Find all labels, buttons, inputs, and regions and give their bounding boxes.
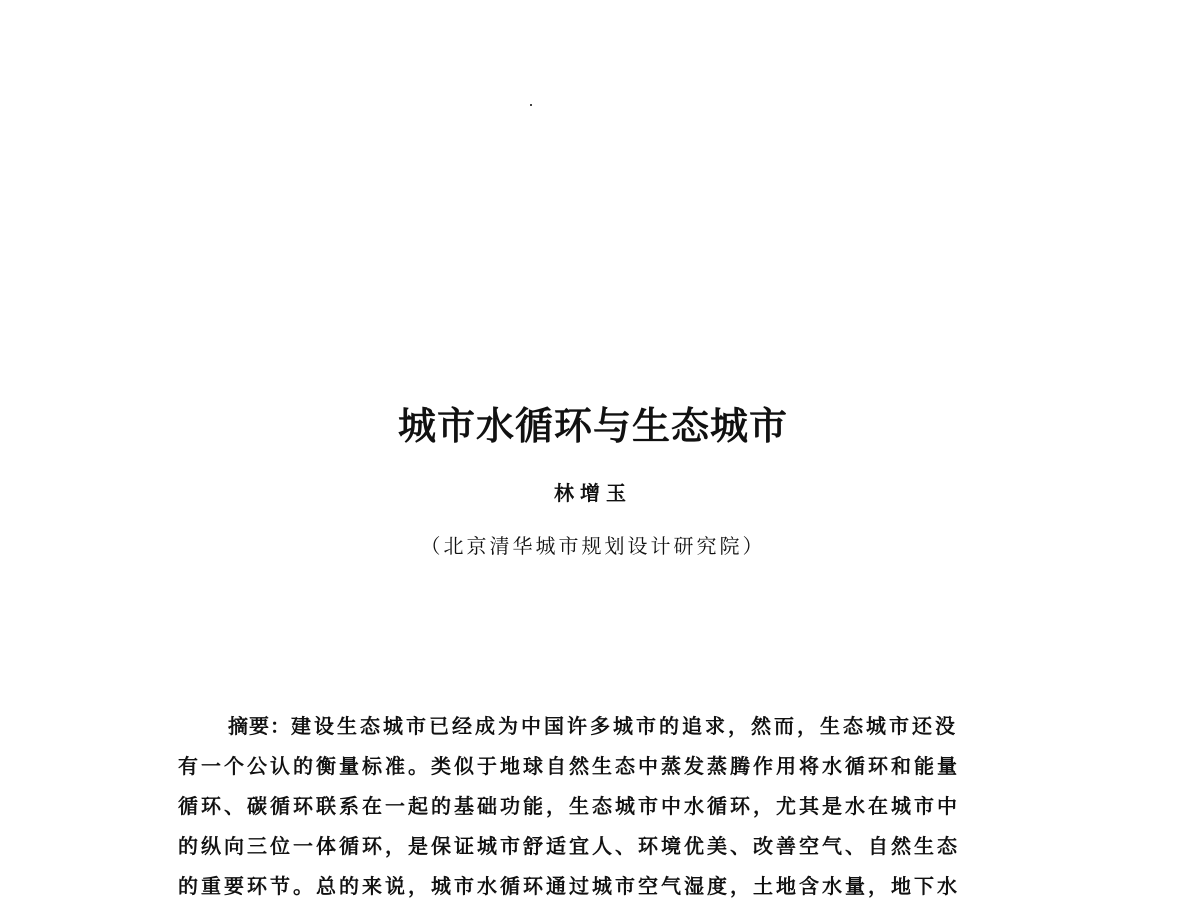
author-name: 林增玉 xyxy=(554,481,632,505)
scan-speck xyxy=(530,104,532,106)
abstract-line xyxy=(178,706,1008,746)
abstract xyxy=(178,706,1008,906)
author-affiliation: （北京清华城市规划设计研究院） xyxy=(420,534,766,558)
abstract-line: 的纵向三位一体循环，是保证城市舒适宜人、环境优美、改善空气、自然生态 xyxy=(178,834,960,858)
abstract-line: 的重要环节。总的来说，城市水循环通过城市空气湿度，土地含水量，地下水 xyxy=(178,874,960,898)
paper-title: 城市水循环与生态城市 xyxy=(397,403,788,448)
abstract-line: 有一个公认的衡量标准。类似于地球自然生态中蒸发蒸腾作用将水循环和能量 xyxy=(178,754,960,778)
abstract-line: 循环、碳循环联系在一起的基础功能，生态城市中水循环，尤其是水在城市中 xyxy=(178,794,960,818)
abstract-line-text: 建设生态城市已经成为中国许多城市的追求，然而，生态城市还没 xyxy=(291,714,958,738)
abstract-label: 摘要： xyxy=(228,714,291,738)
